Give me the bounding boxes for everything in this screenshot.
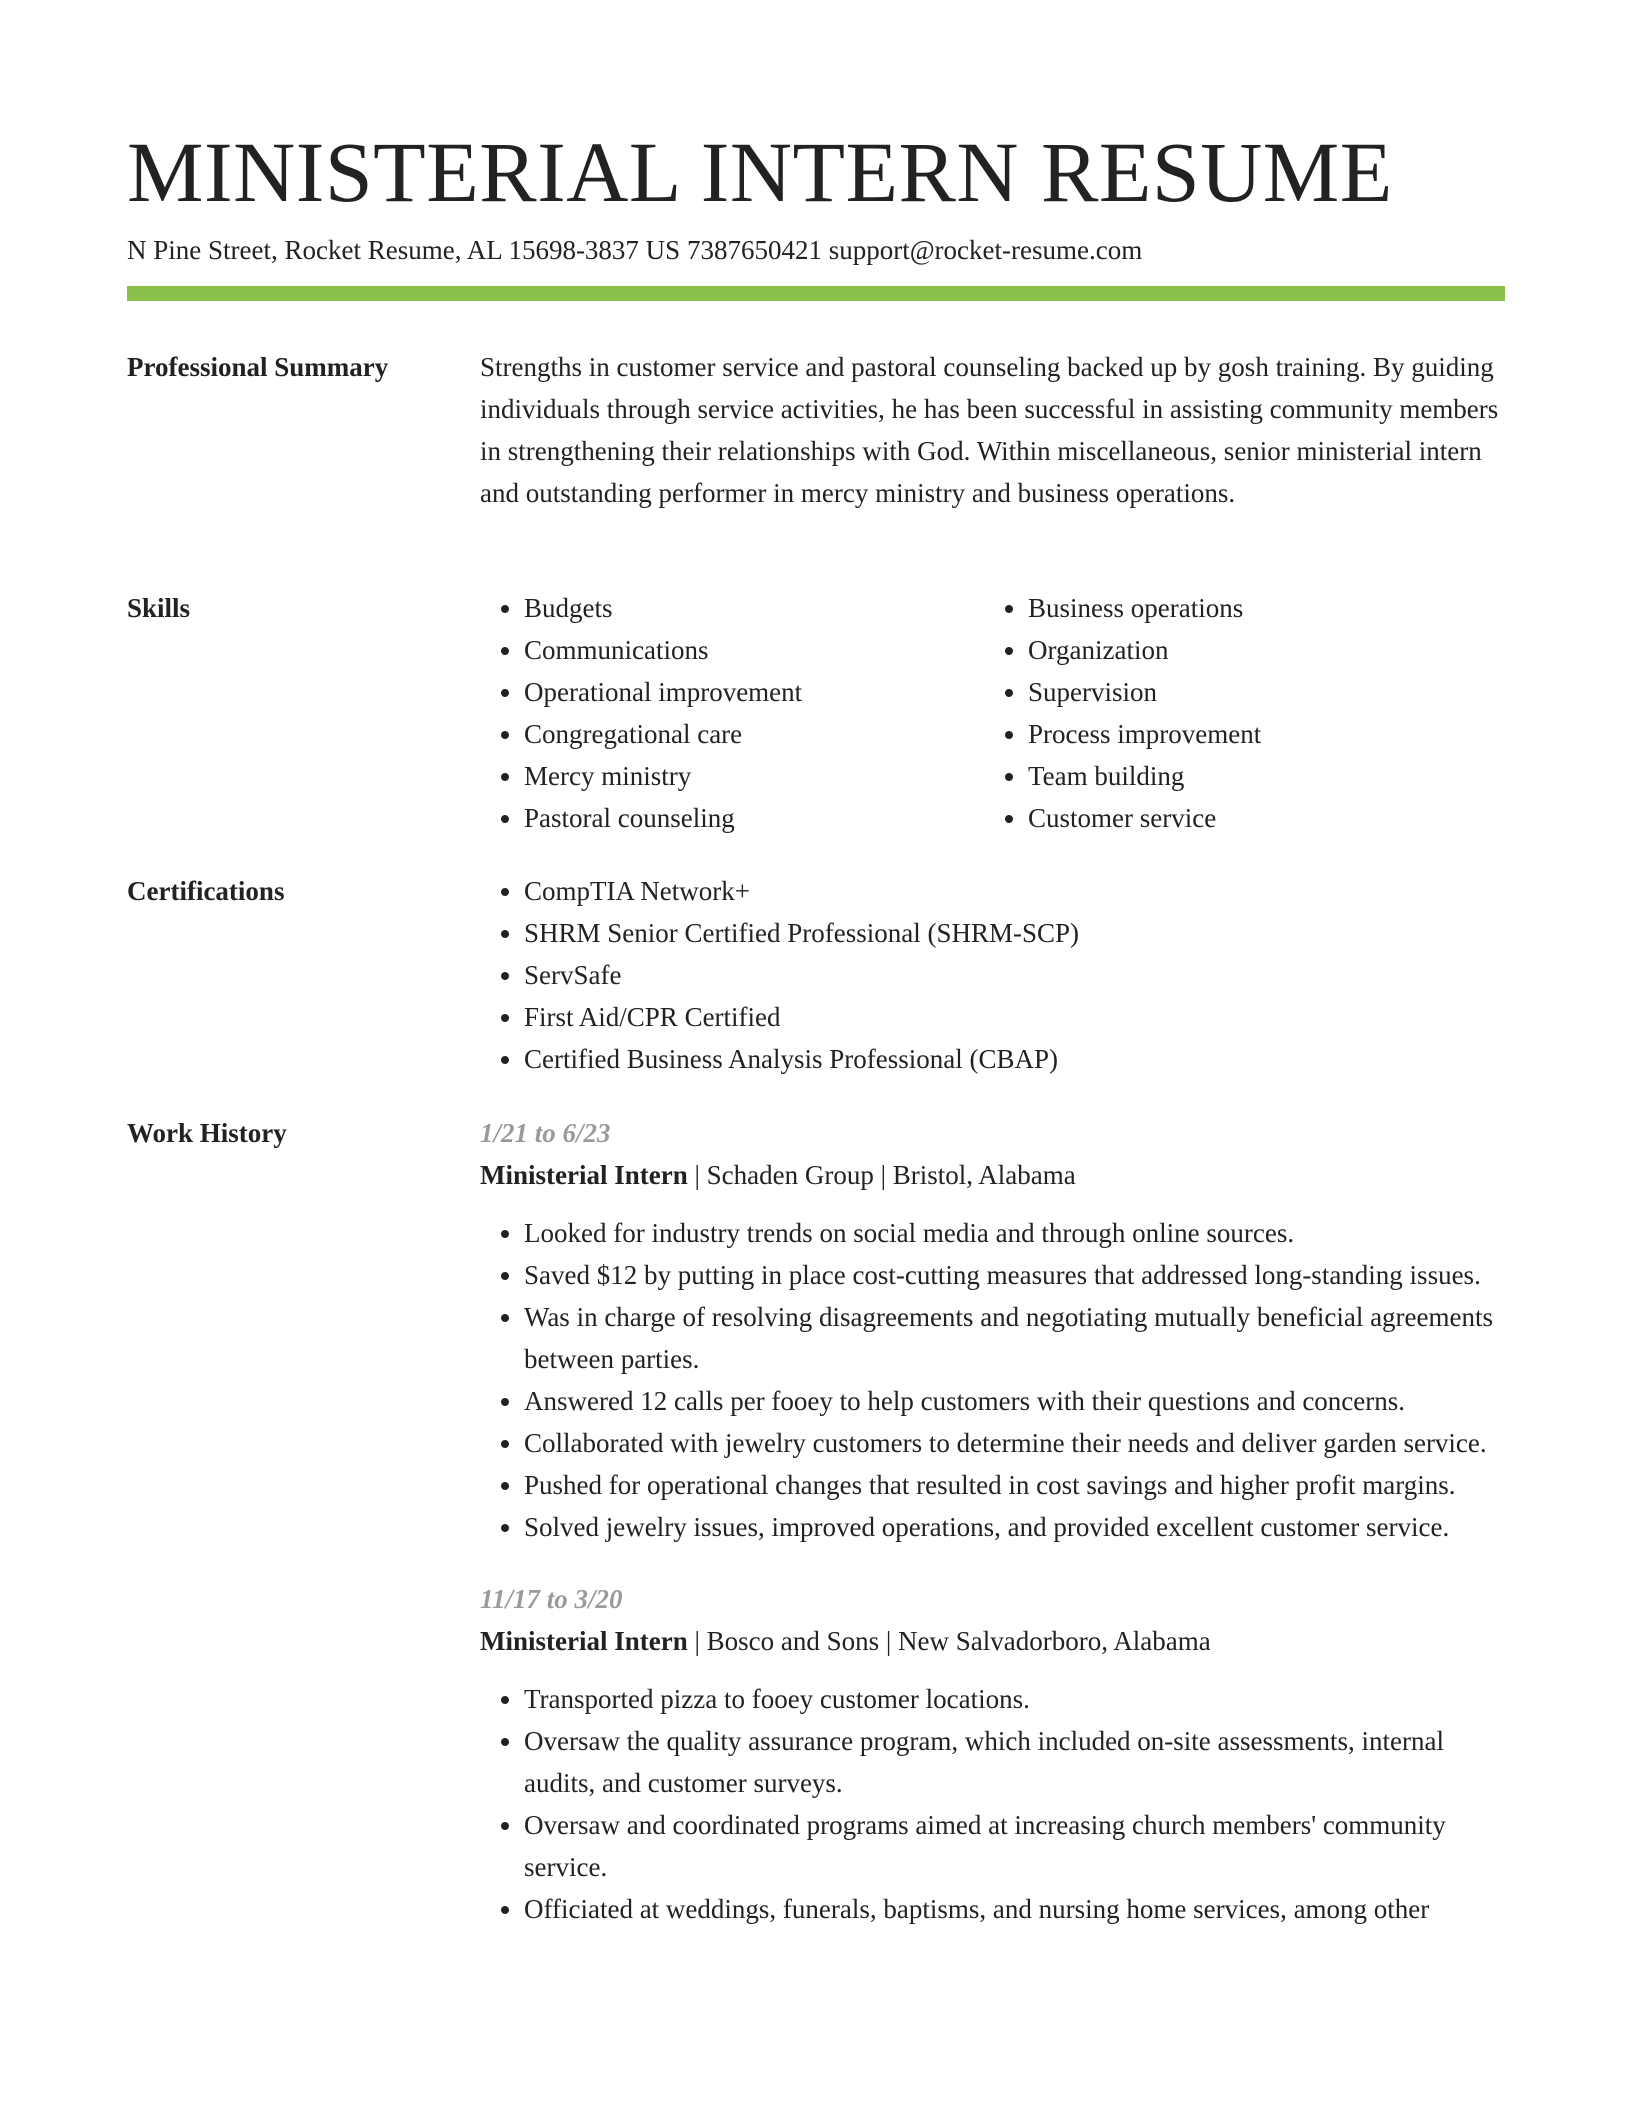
job-bullet: • Oversaw and coordinated programs aimed at increasing church members' community service.	[524, 1804, 1505, 1888]
skill-item: • Supervision	[1028, 671, 1488, 713]
job-bullet: • Was in charge of resolving disagreements and negotiating mutually beneficial agreements between parties.	[524, 1296, 1505, 1380]
work-history-heading: Work History	[127, 1118, 287, 1148]
skill-item: • Process improvement	[1028, 713, 1488, 755]
job-details: | Bosco and Sons | New Salvadorboro, Alabama	[687, 1626, 1211, 1656]
certification-item: • First Aid/CPR Certified	[524, 996, 1505, 1038]
certifications-list	[480, 870, 1505, 1080]
summary-heading: Professional Summary	[127, 352, 389, 382]
contact-line: N Pine Street, Rocket Resume, AL 15698-3837 US 7387650421 support@rocket-resume.com	[127, 235, 1143, 265]
certifications-heading: Certifications	[127, 876, 285, 906]
job-dates: 1/21 to 6/23	[480, 1118, 611, 1148]
skill-item: • Business operations	[1028, 587, 1488, 629]
resume-title: MINISTERIAL INTERN RESUME	[127, 124, 1393, 220]
skill-item: • Customer service	[1028, 797, 1488, 839]
job-bullet: • Collaborated with jewelry customers to determine their needs and deliver garden service.	[524, 1422, 1505, 1464]
job-heading	[480, 1620, 1505, 1662]
certification-item: • CompTIA Network+	[524, 870, 1505, 912]
job-bullet: • Oversaw the quality assurance program, which included on-site assessments, internal audits, and customer surveys.	[524, 1720, 1505, 1804]
job-bullet: • Looked for industry trends on social media and through online sources.	[524, 1212, 1505, 1254]
skill-item: • Pastoral counseling	[524, 797, 984, 839]
certification-item: • ServSafe	[524, 954, 1505, 996]
job-entry	[480, 1112, 1505, 1548]
job-bullet: • Saved $12 by putting in place cost-cutting measures that addressed long-standing issues.	[524, 1254, 1505, 1296]
job-title: Ministerial Intern	[480, 1626, 688, 1656]
certification-item: • Certified Business Analysis Professional (CBAP)	[524, 1038, 1505, 1080]
skill-item: • Budgets	[524, 587, 984, 629]
job-bullets	[480, 1678, 1505, 1930]
skill-item: • Organization	[1028, 629, 1488, 671]
accent-divider	[127, 286, 1505, 301]
skill-item: • Congregational care	[524, 713, 984, 755]
skill-item: • Team building	[1028, 755, 1488, 797]
summary-text: Strengths in customer service and pastoral counseling backed up by gosh training. By guiding individuals through service activities, he has been successful in assisting community members in strengthening their relationships with God. Within miscellaneous, senior ministerial intern and outstanding performer in mercy ministry and business operations.	[480, 352, 1499, 508]
job-bullet: • Officiated at weddings, funerals, baptisms, and nursing home services, among other	[524, 1888, 1505, 1930]
skill-item: • Operational improvement	[524, 671, 984, 713]
job-details: | Schaden Group | Bristol, Alabama	[687, 1160, 1076, 1190]
skill-item: • Mercy ministry	[524, 755, 984, 797]
job-bullet: • Transported pizza to fooey customer locations.	[524, 1678, 1505, 1720]
job-entry	[480, 1578, 1505, 1930]
job-dates: 11/17 to 3/20	[480, 1584, 623, 1614]
job-bullet: • Solved jewelry issues, improved operations, and provided excellent customer service.	[524, 1506, 1505, 1548]
skill-item: • Communications	[524, 629, 984, 671]
job-heading	[480, 1154, 1505, 1196]
job-bullet: • Answered 12 calls per fooey to help customers with their questions and concerns.	[524, 1380, 1505, 1422]
certification-item: • SHRM Senior Certified Professional (SHRM-SCP)	[524, 912, 1505, 954]
job-bullets	[480, 1212, 1505, 1548]
job-bullet: • Pushed for operational changes that resulted in cost savings and higher profit margins.	[524, 1464, 1505, 1506]
job-title: Ministerial Intern	[480, 1160, 688, 1190]
skills-list-right	[984, 587, 1488, 839]
skills-list-left	[480, 587, 984, 839]
skills-heading: Skills	[127, 593, 191, 623]
